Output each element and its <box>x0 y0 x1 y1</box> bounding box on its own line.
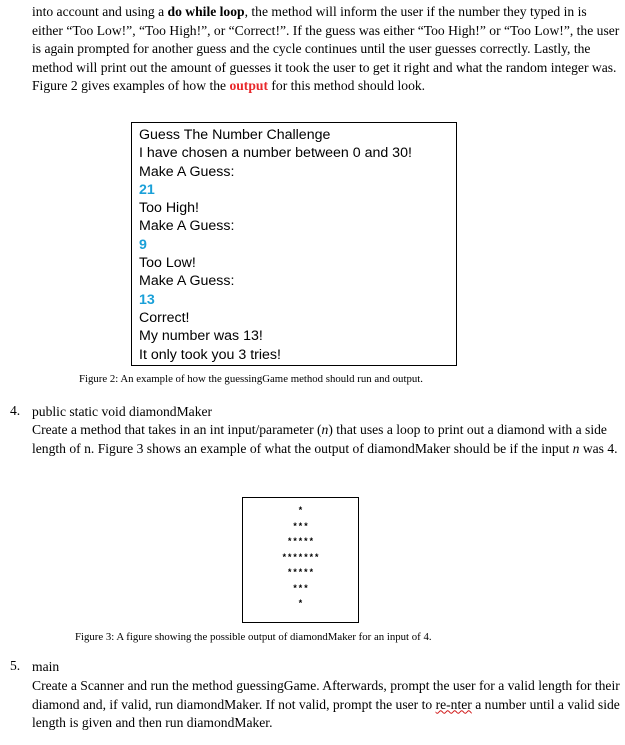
diamond-row: * <box>297 506 304 516</box>
do-while-emphasis: do while loop <box>167 4 245 19</box>
item-5-description: Create a Scanner and run the method guessingGame. Afterwards, prompt the user for a valid length for their diamond and, if valid, run diamondMaker. If not valid, prompt the user to re-nter a number until a valid side length is given and then run diamondMaker. <box>32 678 620 731</box>
item-4-description: Create a method that takes in an int input/parameter (n) that uses a loop to print out a diamond with a side length of n. Figure 3 shows an example of what the output of diamondMaker should be if the input n was 4. <box>32 422 618 456</box>
console-line: My number was 13! <box>139 328 263 345</box>
item-5-title: main <box>32 659 60 674</box>
figure-3-diamond-output <box>242 497 359 623</box>
figure-3-caption: Figure 3: A figure showing the possible output of diamondMaker for an input of 4. <box>75 631 432 643</box>
diamond-row: *** <box>292 583 309 594</box>
console-user-input: 21 <box>139 181 155 198</box>
misspelled-word: re-nter <box>435 696 472 712</box>
console-line: Guess The Number Challenge <box>139 127 331 143</box>
console-line: I have chosen a number between 0 and 30! <box>139 145 412 162</box>
console-line: Too Low! <box>139 255 196 272</box>
output-keyword: output <box>229 78 268 94</box>
console-line: Correct! <box>139 309 190 326</box>
console-line: It only took you 3 tries! <box>139 346 281 363</box>
diamond-row: ***** <box>286 537 314 547</box>
diamond-row: *** <box>292 521 309 532</box>
item-4-title: public static void diamondMaker <box>32 404 213 419</box>
console-line: Make A Guess: <box>139 218 235 235</box>
console-line: Make A Guess: <box>139 273 235 290</box>
item-5-number: 5. <box>10 658 21 673</box>
diamond-row: ***** <box>286 568 314 578</box>
console-line: Make A Guess: <box>139 163 235 180</box>
diamond-row: ******* <box>281 552 320 563</box>
console-user-input: 9 <box>139 236 147 253</box>
figure-2-caption: Figure 2: An example of how the guessingGame method should run and output. <box>79 373 423 385</box>
console-line: Too High! <box>139 200 199 217</box>
console-user-input: 13 <box>139 291 155 308</box>
intro-paragraph: into account and using a do while loop, the method will inform the user if the number they typed in is either “Too Low!”, “Too High!”, or “Correct!”. If the guess was either “Too High!” or “Too Low!”, the user is again prompted for another guess and the cycle continues until the user guesses correctly. Lastly, the method will print out the amount of guesses it took the user to get it right and what the random integer was. Figure 2 gives examples of how the output for this method should look. <box>32 4 620 94</box>
item-4-number: 4. <box>10 403 21 418</box>
diamond-row: * <box>297 599 304 609</box>
figure-2-console-output <box>131 122 457 366</box>
